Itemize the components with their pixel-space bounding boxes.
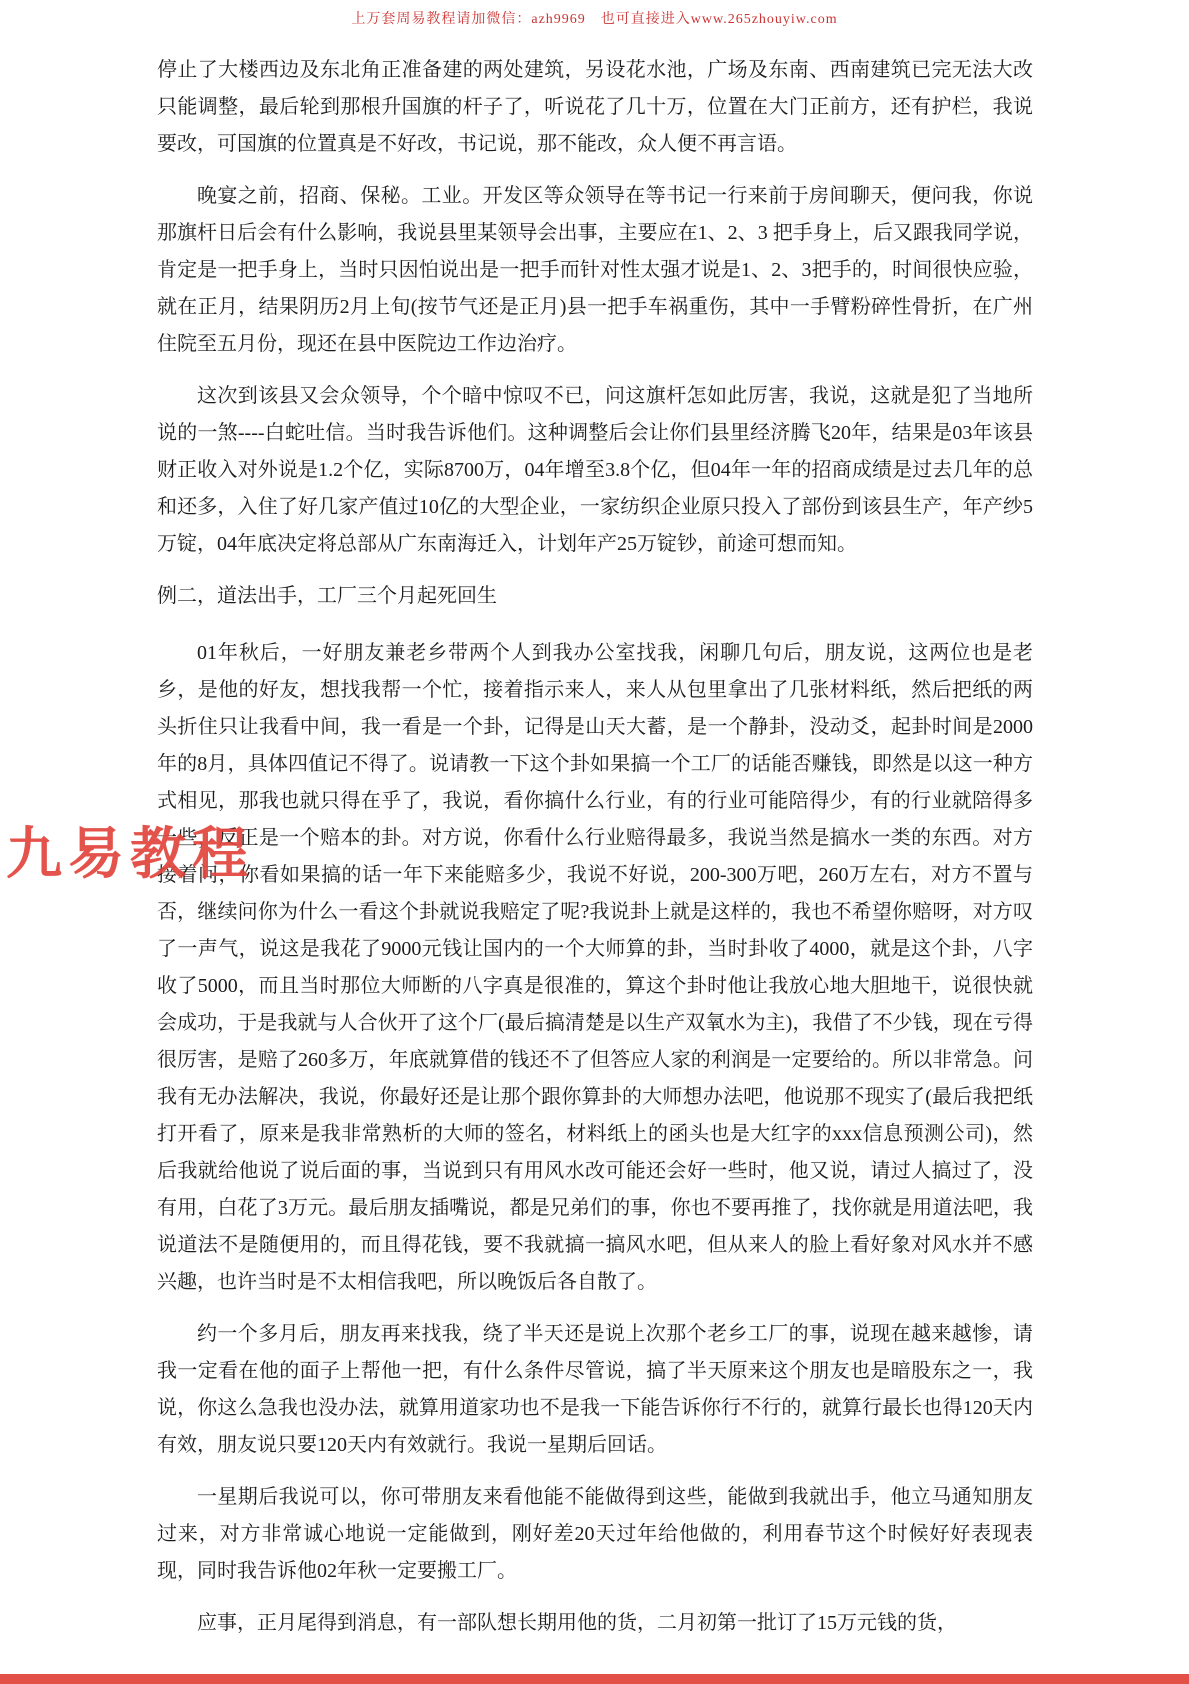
document-paragraph: 约一个多月后，朋友再来找我，绕了半天还是说上次那个老乡工厂的事，说现在越来越惨，请我一定看在他的面子上帮他一把，有什么条件尽管说，搞了半天原来这个朋友也是暗股东之一，我说，你这么急我也没办法，就算用道家功也不是我一下能告诉你行不行的，就算行最长也得120天内有效，朋友说只要120天内有效就行。我说一星期后回话。 <box>157 1323 1033 1456</box>
document-paragraph: 停止了大楼西边及东北角正准备建的两处建筑，另设花水池，广场及东南、西南建筑已完无法大改只能调整，最后轮到那根升国旗的杆子了，听说花了几十万，位置在大门正前方，还有护栏，我说要改，可国旗的位置真是不好改，书记说，那不能改，众人便不再言语。 <box>157 59 1033 155</box>
document-paragraph: 这次到该县又会众领导，个个暗中惊叹不已，问这旗杆怎如此厉害，我说，这就是犯了当地所说的一煞----白蛇吐信。当时我告诉他们。这种调整后会让你们县里经济腾飞20年，结果是03年该县财正收入对外说是1.2个亿，实际8700万，04年增至3.8个亿，但04年一年的招商成绩是过去几年的总和还多，入住了好几家产值过10亿的大型企业，一家纺织企业原只投入了部份到该县生产，年产纱5万锭，04年底决定将总部从广东南海迁入，计划年产25万锭钞，前途可想而知。 <box>157 385 1033 555</box>
promo-header-text: 上万套周易教程请加微信：azh9969 也可直接进入www.265zhouyiw.com <box>351 12 838 27</box>
document-paragraph: 01年秋后，一好朋友兼老乡带两个人到我办公室找我，闲聊几句后，朋友说，这两位也是老乡，是他的好友，想找我帮一个忙，接着指示来人，来人从包里拿出了几张材料纸，然后把纸的两头折住只让我看中间，我一看是一个卦，记得是山天大蓄，是一个静卦，没动爻，起卦时间是2000年的8月，具体四值记不得了。说请教一下这个卦如果搞一个工厂的话能否赚钱，即然是以这一种方式相见，那我也就只得在乎了，我说，看你搞什么行业，有的行业可能陪得少，有的行业就陪得多一些，反正是一个赔本的卦。对方说，你看什么行业赔得最多，我说当然是搞水一类的东西。对方接着问，你看如果搞的话一年下来能赔多少，我说不好说，200-300万吧，260万左右，对方不置与否，继续问你为什么一看这个卦就说我赔定了呢?我说卦上就是这样的，我也不希望你赔呀，对方叹了一声气，说这是我花了9000元钱让国内的一个大师算的卦，当时卦收了4000，就是这个卦，八字收了5000，而且当时那位大师断的八字真是很准的，算这个卦时他让我放心地大胆地干，说很快就会成功，于是我就与人合伙开了这个厂(最后搞清楚是以生产双氧水为主)，我借了不少钱，现在亏得很厉害，是赔了260多万，年底就算借的钱还不了但答应人家的利润是一定要给的。所以非常急。问我有无办法解决，我说，你最好还是让那个跟你算卦的大师想办法吧，他说那不现实了(最后我把纸打开看了，原来是我非常熟析的大师的签名，材料纸上的函头也是大红字的xxx信息预测公司)，然后我就给他说了说后面的事，当说到只有用风水改可能还会好一些时，他又说，请过人搞过了，没有用，白花了3万元。最后朋友插嘴说，都是兄弟们的事，你也不要再推了，找你就是用道法吧，我说道法不是随便用的，而且得花钱，要不我就搞一搞风水吧，但从来人的脸上看好象对风水并不感兴趣，也许当时是不太相信我吧，所以晚饭后各自散了。 <box>157 642 1033 1293</box>
document-paragraph: 一星期后我说可以，你可带朋友来看他能不能做得到这些，能做到我就出手，他立马通知朋友过来，对方非常诚心地说一定能做到，刚好差20天过年给他做的，利用春节这个时候好好表现表现，同时我告诉他02年秋一定要搬工厂。 <box>157 1486 1033 1582</box>
section-heading: 例二，道法出手，工厂三个月起死回生 <box>157 585 497 607</box>
document-paragraph: 晚宴之前，招商、保秘。工业。开发区等众领导在等书记一行来前于房间聊天，便问我，你说那旗杆日后会有什么影响，我说县里某领导会出事，主要应在1、2、3 把手身上，后又跟我同学说，肯定是一把手身上，当时只因怕说出是一把手而针对性太强才说是1、2、3把手的，时间很快应验，就在正月，结果阴历2月上旬(按节气还是正月)县一把手车祸重伤，其中一手臂粉碎性骨折，在广州住院至五月份，现还在县中医院边工作边治疗。 <box>157 185 1033 355</box>
document-paragraph: 应事，正月尾得到消息，有一部队想长期用他的货，二月初第一批订了15万元钱的货， <box>197 1612 957 1634</box>
watermark-text: 九易教程 <box>6 822 254 885</box>
footer-red-bar <box>0 1674 1189 1684</box>
document-body <box>157 52 1033 1657</box>
